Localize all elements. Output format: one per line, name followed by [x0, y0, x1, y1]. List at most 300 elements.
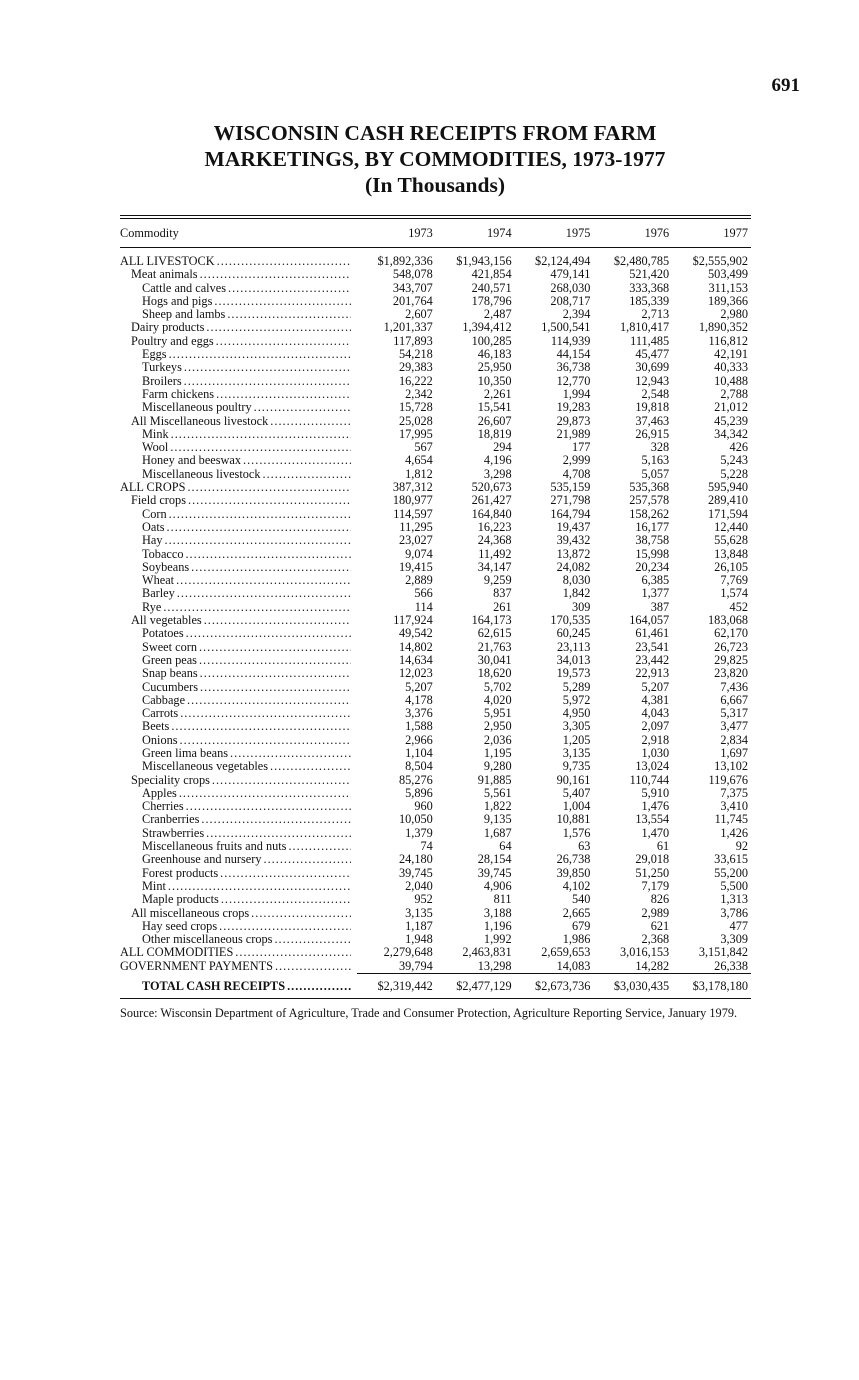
- value-1976: 37,463: [635, 414, 670, 428]
- value-1976: 2,368: [641, 933, 670, 947]
- source-note: Source: Wisconsin Department of Agriculture, Trade and Consumer Protection, Agriculture Reporting Service, January 1979.: [120, 1006, 738, 1020]
- value-1977: 1,313: [720, 893, 748, 907]
- value-1977: 2,980: [720, 308, 748, 322]
- table-row: [120, 494, 751, 507]
- value-1977: 426: [729, 441, 748, 455]
- value-1977: 23,820: [714, 667, 748, 681]
- value-1977: 3,410: [720, 800, 748, 814]
- commodity-name: Forest products: [142, 866, 219, 880]
- value-1976: 20,234: [635, 560, 670, 574]
- value-1973: 117,893: [393, 334, 433, 348]
- commodity-name: Sweet corn: [142, 640, 197, 654]
- table-row: [120, 667, 751, 680]
- value-1975: 164,794: [550, 507, 591, 521]
- value-1974: 1,822: [483, 800, 512, 814]
- commodity-name: Eggs: [142, 348, 167, 362]
- value-1975: 44,154: [556, 348, 591, 362]
- value-1973: 12,023: [398, 667, 433, 681]
- commodity-name: Turkeys: [142, 361, 182, 375]
- value-1977: 42,191: [714, 348, 748, 362]
- page-title: [120, 120, 750, 198]
- value-1976: 12,943: [635, 374, 670, 388]
- value-1974: 2,463,831: [462, 946, 512, 960]
- table-row: [120, 428, 751, 441]
- commodity-name: Cherries: [142, 800, 184, 814]
- value-1973: 4,178: [405, 693, 433, 707]
- commodity-name: Hay: [142, 534, 163, 548]
- value-1976: 2,548: [641, 387, 670, 401]
- value-1974: 39,745: [477, 866, 512, 880]
- value-1976: 5,057: [641, 467, 670, 481]
- value-1973: 11,295: [399, 520, 433, 534]
- value-1976: 2,918: [641, 733, 670, 747]
- table-total-section: [120, 973, 751, 998]
- table-row: [120, 867, 751, 880]
- value-1973: 1,201,337: [383, 321, 433, 335]
- value-1973: 4,654: [405, 454, 433, 468]
- value-1973: 960: [414, 800, 433, 814]
- value-1973: 39,745: [398, 866, 433, 880]
- value-1975: 5,972: [562, 693, 591, 707]
- value-1975: 39,850: [556, 866, 591, 880]
- value-1977: 5,228: [720, 467, 748, 481]
- value-1976: 15,998: [635, 547, 670, 561]
- value-1977: 477: [729, 919, 748, 933]
- value-1977: 13,848: [714, 547, 748, 561]
- value-1975: 2,394: [562, 308, 591, 322]
- commodity-name: Field crops: [131, 494, 186, 508]
- value-1974: 4,020: [483, 693, 512, 707]
- commodity-name: Hogs and pigs: [142, 294, 213, 308]
- value-1973: 548,078: [392, 268, 433, 282]
- value-1974: 30,041: [477, 653, 512, 667]
- value-1973: 3,376: [405, 707, 433, 721]
- value-1974: 5,561: [483, 786, 512, 800]
- commodity-name: Meat animals: [131, 268, 198, 282]
- value-1976: 13,554: [635, 813, 670, 827]
- value-1973: 10,050: [398, 813, 433, 827]
- value-1975: 1,500,541: [541, 321, 591, 335]
- commodity-name: Green lima beans: [142, 746, 229, 760]
- value-1977: 45,239: [714, 414, 748, 428]
- commodity-name: Potatoes: [142, 627, 184, 641]
- value-1977: 7,769: [720, 574, 748, 588]
- value-1974: 46,183: [477, 348, 512, 362]
- commodity-name: Cattle and calves: [142, 281, 226, 295]
- commodity-name: All vegetables: [131, 614, 202, 628]
- value-1975: 90,161: [556, 773, 591, 787]
- value-1976: 4,043: [641, 707, 670, 721]
- value-1973: 85,276: [398, 773, 433, 787]
- value-1977: 7,375: [720, 786, 748, 800]
- commodity-name: Strawberries: [142, 826, 205, 840]
- value-1977: 189,366: [708, 294, 748, 308]
- value-1973: 14,634: [398, 653, 433, 667]
- value-1976: 164,057: [629, 614, 670, 628]
- value-1974: 261: [493, 600, 512, 614]
- table-row: [120, 707, 751, 720]
- value-1975: 24,082: [556, 560, 591, 574]
- value-1974: 3,298: [483, 467, 512, 481]
- value-1973: 952: [414, 893, 433, 907]
- total-1974: $2,477,129: [456, 979, 512, 994]
- value-1974: 811: [493, 893, 512, 907]
- value-1974: 28,154: [477, 853, 512, 867]
- value-1976: 1,470: [641, 826, 670, 840]
- table-header-row: [120, 219, 751, 248]
- value-1975: 1,842: [562, 587, 591, 601]
- commodity-name: Miscellaneous livestock: [142, 467, 261, 481]
- value-1977: 12,440: [714, 520, 748, 534]
- table-row: [120, 920, 751, 933]
- commodity-name: Wool: [142, 441, 169, 455]
- value-1976: 23,541: [635, 640, 670, 654]
- commodity-name: Dairy products: [131, 321, 205, 335]
- value-1975: 540: [571, 893, 591, 907]
- table-row: [120, 454, 751, 467]
- value-1974: 64: [499, 840, 512, 854]
- value-1975: 5,407: [562, 786, 591, 800]
- value-1973: 74: [420, 840, 433, 854]
- value-1976: 621: [650, 919, 670, 933]
- commodity-name: Mink: [142, 427, 169, 441]
- value-1977: 26,723: [714, 640, 748, 654]
- title-line-3: (In Thousands): [364, 173, 506, 197]
- table-row: [120, 534, 751, 547]
- value-1976: 19,818: [635, 401, 670, 415]
- value-1977: 62,170: [714, 627, 748, 641]
- commodity-name: Honey and beeswax: [142, 454, 242, 468]
- commodity-name: Snap beans: [142, 667, 198, 681]
- value-1976: 2,097: [641, 720, 670, 734]
- value-1973: 14,802: [398, 640, 433, 654]
- value-1973: 16,222: [398, 374, 433, 388]
- table-row: [120, 401, 751, 414]
- value-1977: 3,309: [720, 933, 748, 947]
- value-1976: 23,442: [635, 653, 670, 667]
- value-1974: 100,285: [471, 334, 512, 348]
- value-1975: 9,735: [562, 760, 591, 774]
- table-row: [120, 308, 751, 321]
- value-1976: 521,420: [629, 268, 670, 282]
- value-1974: 4,906: [483, 879, 512, 893]
- value-1973: 5,896: [405, 786, 433, 800]
- table-row: [120, 481, 751, 494]
- value-1974: 18,819: [477, 427, 512, 441]
- value-1973: 15,728: [398, 401, 433, 415]
- commodity-name: Other miscellaneous crops: [142, 933, 273, 947]
- value-1977: $2,555,902: [692, 254, 748, 268]
- commodity-name: GOVERNMENT PAYMENTS: [120, 959, 273, 973]
- value-1973: 201,764: [392, 294, 433, 308]
- value-1976: 7,179: [641, 879, 670, 893]
- value-1973: 387,312: [392, 481, 433, 495]
- table-row: [120, 321, 751, 334]
- table-row: [120, 614, 751, 627]
- value-1976: 826: [650, 893, 670, 907]
- value-1973: 24,180: [398, 853, 433, 867]
- value-1977: 26,105: [714, 560, 748, 574]
- value-1973: 1,948: [405, 933, 433, 947]
- value-1974: 3,188: [483, 906, 512, 920]
- value-1977: 183,068: [708, 614, 748, 628]
- commodity-name: ALL LIVESTOCK: [120, 255, 215, 268]
- value-1977: 289,410: [708, 494, 748, 508]
- table-row: [120, 760, 751, 773]
- value-1973: 39,794: [398, 959, 433, 973]
- value-1975: 1,986: [562, 933, 591, 947]
- value-1974: 2,036: [483, 733, 512, 747]
- value-1977: 503,499: [708, 268, 748, 282]
- commodity-name: Sheep and lambs: [142, 308, 226, 322]
- value-1975: 2,665: [562, 906, 591, 920]
- value-1976: 4,381: [641, 693, 670, 707]
- value-1976: $2,480,785: [613, 254, 670, 268]
- table-bottom-rule: [120, 998, 751, 999]
- value-1974: 10,350: [477, 374, 512, 388]
- value-1973: 566: [414, 587, 433, 601]
- value-1976: 61: [656, 840, 670, 854]
- value-1977: 171,594: [708, 507, 748, 521]
- value-1973: 1,187: [405, 919, 433, 933]
- value-1976: 110,744: [629, 773, 670, 787]
- commodity-name: Onions: [142, 733, 178, 747]
- value-1974: 25,950: [477, 361, 512, 375]
- value-1977: 595,940: [708, 481, 748, 495]
- value-1975: 34,013: [556, 653, 591, 667]
- value-1977: 1,574: [720, 587, 748, 601]
- header-commodity: Commodity: [120, 225, 179, 240]
- value-1973: 29,383: [398, 361, 433, 375]
- table-row: [120, 840, 751, 853]
- table-row: [120, 681, 751, 694]
- table-row: [120, 827, 751, 840]
- value-1974: 9,135: [483, 813, 512, 827]
- value-1977: 5,243: [720, 454, 748, 468]
- table-body: [120, 248, 751, 974]
- commodity-name: Farm chickens: [142, 387, 215, 401]
- table-row: [120, 720, 751, 733]
- value-1974: 24,368: [477, 534, 512, 548]
- commodity-name: Carrots: [142, 707, 179, 721]
- value-1975: 2,659,653: [541, 946, 591, 960]
- value-1976: 1,377: [641, 587, 670, 601]
- value-1974: 5,702: [483, 680, 512, 694]
- commodity-name: Green peas: [142, 653, 197, 667]
- value-1977: 1,697: [720, 746, 748, 760]
- table-row: [120, 734, 751, 747]
- title-line-1: WISCONSIN CASH RECEIPTS FROM FARM: [213, 121, 657, 145]
- total-1976: $3,030,435: [613, 979, 670, 994]
- value-1976: 328: [650, 441, 670, 455]
- value-1973: 5,207: [405, 680, 433, 694]
- value-1976: 38,758: [635, 534, 670, 548]
- table-row: [120, 348, 751, 361]
- value-1973: 2,279,648: [383, 946, 433, 960]
- value-1974: 2,950: [483, 720, 512, 734]
- value-1977: 55,628: [714, 534, 748, 548]
- value-1973: 2,966: [405, 733, 433, 747]
- total-1973: $2,319,442: [377, 979, 433, 994]
- table-row: [120, 787, 751, 800]
- value-1976: 45,477: [635, 348, 670, 362]
- value-1977: 29,825: [714, 653, 748, 667]
- value-1975: 19,573: [556, 667, 591, 681]
- value-1973: 343,707: [392, 281, 433, 295]
- value-1974: 1,687: [483, 826, 512, 840]
- value-1974: 9,259: [483, 574, 512, 588]
- value-1975: 12,770: [556, 374, 591, 388]
- value-1975: 26,738: [556, 853, 591, 867]
- value-1977: 10,488: [714, 374, 748, 388]
- value-1975: 14,083: [556, 959, 591, 973]
- value-1976: 6,385: [641, 574, 670, 588]
- table-row: [120, 415, 751, 428]
- value-1976: 1,810,417: [620, 321, 670, 335]
- commodity-name: Beets: [142, 720, 170, 734]
- value-1975: 479,141: [550, 268, 591, 282]
- cash-receipts-table: [120, 215, 751, 999]
- value-1976: 16,177: [635, 520, 670, 534]
- value-1975: 39,432: [556, 534, 591, 548]
- value-1976: 1,030: [641, 746, 670, 760]
- value-1974: $1,943,156: [456, 254, 512, 268]
- commodity-name: Cucumbers: [142, 680, 199, 694]
- value-1973: 180,977: [392, 494, 433, 508]
- value-1974: 261,427: [471, 494, 512, 508]
- value-1975: 1,004: [562, 800, 591, 814]
- commodity-name: Wheat: [142, 574, 175, 588]
- commodity-name: Cranberries: [142, 813, 200, 827]
- value-1976: 3,016,153: [620, 946, 670, 960]
- table-row: [120, 361, 751, 374]
- value-1974: 16,223: [477, 520, 512, 534]
- value-1975: 60,245: [556, 627, 591, 641]
- value-1976: 22,913: [635, 667, 670, 681]
- table-row: [120, 893, 751, 906]
- value-1974: 421,854: [471, 268, 512, 282]
- value-1977: 452: [729, 600, 748, 614]
- value-1975: 19,437: [556, 520, 591, 534]
- value-1975: 114,939: [550, 334, 591, 348]
- value-1974: 13,298: [477, 959, 512, 973]
- value-1974: 11,492: [478, 547, 512, 561]
- commodity-name: Miscellaneous vegetables: [142, 760, 269, 774]
- value-1976: 29,018: [635, 853, 670, 867]
- value-1976: 14,282: [635, 959, 670, 973]
- table-row: [120, 521, 751, 534]
- value-1977: 55,200: [714, 866, 748, 880]
- value-1975: 8,030: [562, 574, 591, 588]
- value-1974: 4,196: [483, 454, 512, 468]
- value-1977: 21,012: [714, 401, 748, 415]
- value-1975: 535,159: [550, 481, 591, 495]
- commodity-name: Maple products: [142, 893, 219, 907]
- table-row: [120, 295, 751, 308]
- total-label: TOTAL CASH RECEIPTS: [142, 978, 286, 993]
- value-1975: 5,289: [562, 680, 591, 694]
- title-line-2: MARKETINGS, BY COMMODITIES, 1973-1977: [204, 147, 666, 171]
- value-1974: 34,147: [477, 560, 512, 574]
- commodity-name: Apples: [142, 786, 177, 800]
- table-row: [120, 587, 751, 600]
- value-1976: 30,699: [635, 361, 670, 375]
- value-1977: 5,317: [720, 707, 748, 721]
- value-1974: 520,673: [471, 481, 512, 495]
- header-1977: 1977: [723, 225, 748, 240]
- value-1977: 1,890,352: [698, 321, 748, 335]
- value-1975: 10,881: [556, 813, 591, 827]
- value-1973: 17,995: [398, 427, 433, 441]
- value-1973: 49,542: [398, 627, 433, 641]
- value-1976: 5,163: [641, 454, 670, 468]
- commodity-name: Hay seed crops: [142, 919, 218, 933]
- value-1976: 185,339: [629, 294, 670, 308]
- header-1976: 1976: [644, 225, 670, 240]
- commodity-name: Rye: [142, 600, 162, 614]
- table-row: [120, 907, 751, 920]
- value-1974: 15,541: [477, 401, 512, 415]
- value-1973: 8,504: [405, 760, 433, 774]
- value-1975: 63: [578, 840, 591, 854]
- value-1974: 62,615: [477, 627, 512, 641]
- value-1976: 1,476: [641, 800, 670, 814]
- value-1977: 40,333: [714, 361, 748, 375]
- value-1973: 567: [414, 441, 433, 455]
- value-1974: 1,992: [483, 933, 512, 947]
- value-1973: 23,027: [398, 534, 433, 548]
- table-row: [120, 548, 751, 561]
- value-1974: 21,763: [477, 640, 512, 654]
- table-row: [120, 441, 751, 454]
- commodity-name: ALL CROPS: [120, 481, 186, 495]
- commodity-name: Broilers: [142, 374, 182, 388]
- value-1974: 26,607: [477, 414, 512, 428]
- table-row: [120, 268, 751, 281]
- value-1974: 164,173: [471, 614, 512, 628]
- value-1976: 158,262: [629, 507, 670, 521]
- commodity-name: Cabbage: [142, 693, 186, 707]
- value-1976: 5,910: [641, 786, 670, 800]
- value-1975: 1,205: [562, 733, 591, 747]
- header-1975: 1975: [565, 225, 591, 240]
- table-row: [120, 654, 751, 667]
- value-1974: 294: [493, 441, 512, 455]
- value-1976: 257,578: [629, 494, 670, 508]
- header-1973: 1973: [408, 225, 433, 240]
- commodity-name: ALL COMMODITIES: [120, 946, 234, 960]
- value-1973: 2,040: [405, 879, 433, 893]
- value-1975: 309: [571, 600, 591, 614]
- table-row: [120, 561, 751, 574]
- value-1976: 535,368: [629, 481, 670, 495]
- value-1974: 91,885: [477, 773, 512, 787]
- table-row: [120, 853, 751, 866]
- value-1976: 2,713: [641, 308, 670, 322]
- commodity-name: Miscellaneous poultry: [142, 401, 252, 415]
- value-1977: 1,426: [720, 826, 748, 840]
- value-1976: 387: [650, 600, 670, 614]
- value-1975: 679: [571, 919, 591, 933]
- value-1974: 5,951: [483, 707, 512, 721]
- table-row: [120, 880, 751, 893]
- value-1975: 29,873: [556, 414, 591, 428]
- table-row: [120, 574, 751, 587]
- value-1975: 19,283: [556, 401, 591, 415]
- commodity-name: Greenhouse and nursery: [142, 853, 262, 867]
- table-top-rule: [120, 215, 751, 216]
- value-1975: 3,135: [562, 746, 591, 760]
